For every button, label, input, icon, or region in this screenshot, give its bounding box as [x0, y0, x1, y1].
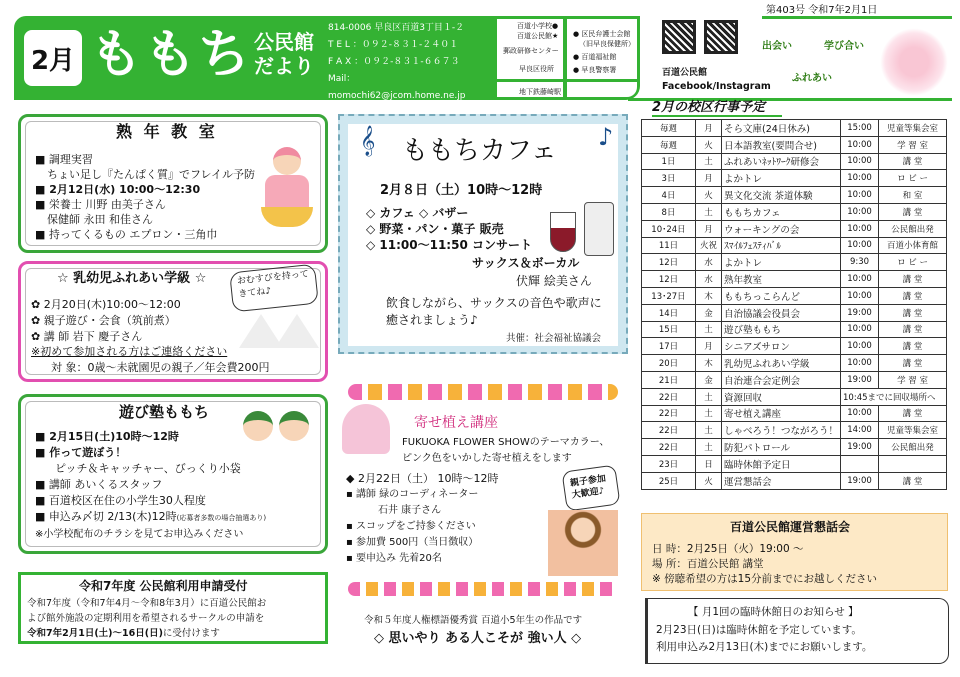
schedule-cell: 15日: [642, 321, 696, 338]
meeting-place: 場 所：百道公民館 講堂: [652, 558, 764, 570]
elder-class-title: 熟 年 教 室: [116, 122, 218, 141]
schedule-cell: ロ ビ ー: [879, 254, 947, 271]
schedule-row: [642, 472, 947, 489]
cafe-cohost: 共催：社会福祉協議会: [506, 333, 602, 344]
schedule-cell: 防犯パトロール: [722, 439, 841, 456]
schedule-row: [642, 371, 947, 388]
schedule-row: [642, 355, 947, 372]
flower-basket-icon: [342, 404, 390, 454]
newsletter-title: ももち: [90, 25, 253, 85]
yose-text: FUKUOKA FLOWER SHOWのテーマカラー、: [402, 437, 610, 448]
schedule-cell: 木: [696, 287, 722, 304]
schedule-cell: [879, 455, 947, 472]
schedule-cell: 水: [696, 271, 722, 288]
schedule-cell: 10:00: [841, 170, 879, 187]
schedule-cell: 11日: [642, 237, 696, 254]
infant-class-item: ✿ 2月20日(木)10:00～12:00: [31, 298, 181, 311]
schedule-cell: 土: [696, 321, 722, 338]
asobijuku-item: ■ 作って遊ぼう！: [35, 446, 127, 459]
schedule-cell: 児童等集会室: [879, 120, 947, 137]
usage-text: よび館外施設の定期利用を希望されるサークルの申請を: [27, 613, 265, 624]
schedule-cell: 13･27日: [642, 287, 696, 304]
schedule-title: 2月の校区行事予定: [652, 101, 782, 117]
speech-bubble: おむすびを持ってきてね♪: [229, 264, 319, 313]
schedule-cell: ウォーキングの会: [722, 220, 841, 237]
schedule-cell: 講 堂: [879, 287, 947, 304]
schedule-cell: 月: [696, 220, 722, 237]
infant-class-target: 対 象：0歳～未就園児の親子／年会費200円: [51, 361, 270, 374]
slogan-meet: 出会い: [762, 41, 792, 52]
schedule-cell: 講 堂: [879, 271, 947, 288]
schedule-cell: ｽﾏｲﾙﾌｪｽﾃｨﾊﾞﾙ: [722, 237, 841, 254]
schedule-cell: 9:30: [841, 254, 879, 271]
yose-panel: [338, 400, 628, 582]
schedule-cell: 臨時休館予定日: [722, 455, 841, 472]
schedule-cell: 10:00: [841, 338, 879, 355]
qr-code-facebook: [662, 20, 696, 54]
schedule-cell: 講 堂: [879, 153, 947, 170]
schedule-cell: 14:00: [841, 422, 879, 439]
usage-text: 令和7年度（令和7年4月～令和8年3月）に百道公民館お: [27, 598, 267, 609]
schedule-cell: 水: [696, 254, 722, 271]
gardener-illustration: [548, 510, 618, 576]
schedule-cell: 10:00: [841, 321, 879, 338]
infant-class-panel: [18, 261, 328, 382]
schedule-row: [642, 136, 947, 153]
schedule-cell: 自治連合会定例会: [722, 371, 841, 388]
access-map: 百道小学校● 百道公民館★ 郵政研修センター 早良区役所 地下鉄藤崎駅 ● 区民弁護士会館 （旧早良保健所） ● 百道福祉館 ● 早良警察署: [494, 16, 640, 100]
usage-title: 令和7年度 公民館利用申請受付: [79, 579, 248, 593]
schedule-cell: 火: [696, 187, 722, 204]
yose-instructor: ▪ 講師 緑のコーディネーター: [346, 489, 479, 500]
child-illustration: [279, 411, 309, 441]
cafe-item: ◇ 野菜・パン・菓子 販売: [366, 222, 504, 236]
schedule-cell: 21日: [642, 371, 696, 388]
schedule-cell: 10:00: [841, 203, 879, 220]
schedule-cell: 金: [696, 304, 722, 321]
schedule-cell: 22日: [642, 405, 696, 422]
schedule-cell: 19:00: [841, 304, 879, 321]
schedule-cell: 毎週: [642, 136, 696, 153]
schedule-row: [642, 422, 947, 439]
schedule-cell: 土: [696, 439, 722, 456]
schedule-row: [642, 271, 947, 288]
child-illustration: [243, 411, 273, 441]
schedule-cell: よかトレ: [722, 170, 841, 187]
schedule-cell: 土: [696, 153, 722, 170]
schedule-cell: 土: [696, 203, 722, 220]
asobijuku-deadline: ■ 申込み〆切 2/13(木)12時(応募者多数の場合抽選あり): [35, 510, 267, 523]
schedule-cell: 講 堂: [879, 338, 947, 355]
schedule-cell: 講 堂: [879, 304, 947, 321]
schedule-row: [642, 321, 947, 338]
music-note-icon: 𝄞: [360, 126, 376, 156]
schedule-cell: ももちカフェ: [722, 203, 841, 220]
schedule-cell: [841, 455, 879, 472]
schedule-cell: 寄せ植え講座: [722, 405, 841, 422]
schedule-row: [642, 338, 947, 355]
schedule-cell: 20日: [642, 355, 696, 372]
slogan-learn: 学び合い: [824, 41, 864, 52]
schedule-cell: 10:45までに回収場所へ: [841, 388, 947, 405]
schedule-cell: 和 室: [879, 187, 947, 204]
schedule-cell: 毎週: [642, 120, 696, 137]
infant-class-note: ※初めて参加される方はご連絡ください: [31, 345, 228, 358]
yose-application: ▪ 要申込み 先着20名: [346, 553, 442, 564]
schedule-row: [642, 153, 947, 170]
schedule-cell: 講 堂: [879, 321, 947, 338]
schedule-cell: ロ ビ ー: [879, 170, 947, 187]
schedule-cell: 講 堂: [879, 405, 947, 422]
schedule-cell: 熟年教室: [722, 271, 841, 288]
schedule-cell: 19:00: [841, 439, 879, 456]
schedule-cell: 資源回収: [722, 388, 841, 405]
elder-class-item: ■ 調理実習: [35, 153, 93, 166]
coffee-cup-icon: [584, 202, 614, 256]
meeting-title: 百道公民館運営懇話会: [730, 520, 851, 534]
schedule-cell: 土: [696, 405, 722, 422]
schedule-cell: 学 習 室: [879, 136, 947, 153]
asobijuku-title: 遊び塾ももち: [119, 403, 210, 421]
schedule-cell: 10:00: [841, 271, 879, 288]
schedule-cell: 3日: [642, 170, 696, 187]
schedule-cell: 19:00: [841, 472, 879, 489]
schedule-cell: 児童等集会室: [879, 422, 947, 439]
contact-info: 814-0006 早良区百道3丁目１-２ T E L ：０９２-８３１-２４０１ F A X ：０９２-８３１-６６７３ Mail：momochi62@jcom.home.ne.jp: [326, 16, 494, 100]
schedule-cell: 25日: [642, 472, 696, 489]
infant-class-item: ✿ 講 師 岩下 慶子さん: [31, 330, 143, 343]
schedule-cell: 17日: [642, 338, 696, 355]
schedule-cell: 14日: [642, 304, 696, 321]
closure-text: 利用申込み2月13日(木)までにお願いします。: [656, 641, 873, 653]
closure-title: 【 月1回の臨時休館日のお知らせ 】: [688, 606, 859, 618]
schedule-cell: 木: [696, 355, 722, 372]
schedule-table: [641, 119, 947, 490]
schedule-cell: 講 堂: [879, 472, 947, 489]
meeting-note: ※ 傍聴希望の方は15分前までにお越しください: [652, 573, 877, 585]
onigiri-icon: [275, 314, 319, 348]
schedule-row: [642, 220, 947, 237]
schedule-cell: 4日: [642, 187, 696, 204]
schedule-cell: 講 堂: [879, 355, 947, 372]
elder-class-item: ■ 栄養士 川野 由美子さん: [35, 198, 166, 211]
music-note-icon: ♪: [598, 123, 614, 151]
schedule-cell: 8日: [642, 203, 696, 220]
yose-fee: ▪ 参加費 500円（当日徴収）: [346, 537, 479, 548]
sns-handle: Facebook/Instagram: [662, 81, 771, 92]
schedule-cell: 22日: [642, 439, 696, 456]
schedule-cell: 百道小体育館: [879, 237, 947, 254]
schedule-cell: 10:00: [841, 153, 879, 170]
closure-notice-panel: [645, 598, 949, 664]
schedule-cell: 月: [696, 170, 722, 187]
schedule-cell: よかトレ: [722, 254, 841, 271]
cook-illustration: [261, 147, 313, 231]
meeting-panel: [641, 513, 948, 591]
cafe-performer: 伏輝 絵美さん: [516, 274, 592, 288]
schedule-cell: 月: [696, 338, 722, 355]
asobijuku-item: ■ 百道校区在住の小学生30人程度: [35, 494, 206, 507]
elder-class-item: ちょい足し『たんぱく質』でフレイル予防: [47, 168, 256, 181]
schedule-row: [642, 170, 947, 187]
usage-period: 令和7年2月1日(土)～16日(日)に受付けます: [27, 628, 220, 639]
schedule-cell: 10:00: [841, 220, 879, 237]
schedule-row: [642, 287, 947, 304]
yose-item: ▪ スコップをご持参ください: [346, 521, 476, 532]
yose-date: ◆ 2月22日（土） 10時～12時: [346, 472, 499, 485]
schedule-cell: ふれあいﾈｯﾄﾜｰｸ研修会: [722, 153, 841, 170]
schedule-cell: そら文庫(24日休み): [722, 120, 841, 137]
schedule-cell: 10･24日: [642, 220, 696, 237]
schedule-cell: しゃべろう！つながろう！: [722, 422, 841, 439]
slogan-connect: ふれあい: [792, 73, 832, 84]
schedule-cell: 12日: [642, 254, 696, 271]
flower-border-bottom: [348, 582, 618, 596]
schedule-cell: 金: [696, 371, 722, 388]
schedule-cell: シニアズサロン: [722, 338, 841, 355]
usage-application-panel: [18, 572, 328, 644]
schedule-row: [642, 120, 947, 137]
plum-flower-illustration: [880, 28, 948, 96]
sns-label: 百道公民館: [662, 68, 708, 78]
cafe-panel: [338, 114, 628, 354]
schedule-row: [642, 405, 947, 422]
schedule-cell: 火祝: [696, 237, 722, 254]
schedule-cell: 学 習 室: [879, 371, 947, 388]
schedule-cell: 自治協議会役員会: [722, 304, 841, 321]
yose-text: ピンク色をいかした寄せ植えをします: [402, 453, 572, 464]
cafe-concert: ◇ 11:00～11:50 コンサート: [366, 238, 532, 252]
schedule-cell: 火: [696, 472, 722, 489]
parent-child-welcome-badge: 親子参加大歓迎♪: [561, 464, 620, 511]
meeting-datetime: 日 時：2月25日（火）19:00 ～: [652, 543, 804, 555]
human-rights-motto: ◇ 思いやり ある人こそが 強い人 ◇: [374, 631, 582, 646]
schedule-cell: 日本語教室(要問合せ): [722, 136, 841, 153]
schedule-cell: 10:00: [841, 355, 879, 372]
elder-class-date: ■ 2月12日(水) 10:00～12:30: [35, 183, 201, 196]
schedule-cell: 月: [696, 120, 722, 137]
infant-class-title: ☆ 乳幼児ふれあい学級 ☆: [57, 271, 207, 286]
motto-caption: 令和５年度人権標語優秀賞 百道小5年生の作品です: [364, 615, 583, 626]
asobijuku-item: ■ 講師 あいくるスタッフ: [35, 478, 163, 491]
flower-border-top: [348, 384, 618, 400]
schedule-cell: 土: [696, 422, 722, 439]
issue-number: 第403号 令和7年2月1日: [766, 5, 878, 16]
schedule-row: [642, 237, 947, 254]
schedule-cell: 1日: [642, 153, 696, 170]
schedule-cell: 10:00: [841, 187, 879, 204]
asobijuku-panel: [18, 394, 328, 554]
schedule-row: [642, 439, 947, 456]
elder-class-item: ■ 持ってくるもの エプロン・三角巾: [35, 228, 218, 241]
schedule-cell: 運営懇話会: [722, 472, 841, 489]
elder-class-item: 保健師 永田 和佳さん: [47, 213, 153, 226]
newsletter-subtitle: 公民館 だより: [254, 30, 314, 78]
schedule-cell: 22日: [642, 388, 696, 405]
schedule-cell: 乳幼児ふれあい学級: [722, 355, 841, 372]
schedule-cell: 10:00: [841, 405, 879, 422]
yose-instructor-name: 石井 康子さん: [378, 505, 442, 516]
schedule-row: [642, 254, 947, 271]
yose-title: 寄せ植え講座: [414, 415, 498, 431]
elder-class-panel: [18, 114, 328, 253]
schedule-cell: 15:00: [841, 120, 879, 137]
schedule-cell: 公民館出発: [879, 220, 947, 237]
schedule-row: [642, 187, 947, 204]
schedule-cell: ももちっこらんど: [722, 287, 841, 304]
cafe-concert-type: サックス＆ボーカル: [472, 256, 580, 270]
infant-class-item: ✿ 親子遊び・会食（筑前煮）: [31, 314, 176, 327]
cafe-title: ももちカフェ: [402, 136, 557, 166]
closure-text: 2月23日(日)は臨時休館を予定しています。: [656, 624, 862, 636]
schedule-cell: 10:00: [841, 136, 879, 153]
schedule-cell: 19:00: [841, 371, 879, 388]
schedule-cell: 土: [696, 388, 722, 405]
schedule-cell: 12日: [642, 271, 696, 288]
asobijuku-note: ※小学校配布のチラシを見てお申込みください: [35, 529, 244, 540]
cafe-date: 2月８日（土）10時～12時: [380, 183, 543, 198]
asobijuku-item: ピッチ＆キャッチャー、びっくり小袋: [55, 462, 241, 475]
cafe-description: 癒されましょう♪: [386, 313, 478, 327]
schedule-cell: 異文化交流 茶道体験: [722, 187, 841, 204]
cafe-description: 飲食しながら、サックスの音色や歌声に: [386, 296, 602, 310]
cafe-item: ◇ カフェ ◇ バザー: [366, 206, 469, 220]
schedule-cell: 日: [696, 455, 722, 472]
schedule-row: [642, 388, 947, 405]
schedule-row: [642, 455, 947, 472]
schedule-row: [642, 304, 947, 321]
schedule-cell: 23日: [642, 455, 696, 472]
month-badge: 2月: [24, 30, 82, 86]
schedule-cell: 火: [696, 136, 722, 153]
schedule-cell: 遊び塾ももち: [722, 321, 841, 338]
schedule-row: [642, 203, 947, 220]
schedule-cell: 公民館出発: [879, 439, 947, 456]
schedule-cell: 10:00: [841, 237, 879, 254]
wine-glass-icon: [550, 212, 576, 252]
schedule-cell: 22日: [642, 422, 696, 439]
asobijuku-date: ■ 2月15日(土)10時～12時: [35, 430, 179, 443]
qr-code-instagram: [704, 20, 738, 54]
schedule-cell: 10:00: [841, 287, 879, 304]
schedule-cell: 講 堂: [879, 203, 947, 220]
